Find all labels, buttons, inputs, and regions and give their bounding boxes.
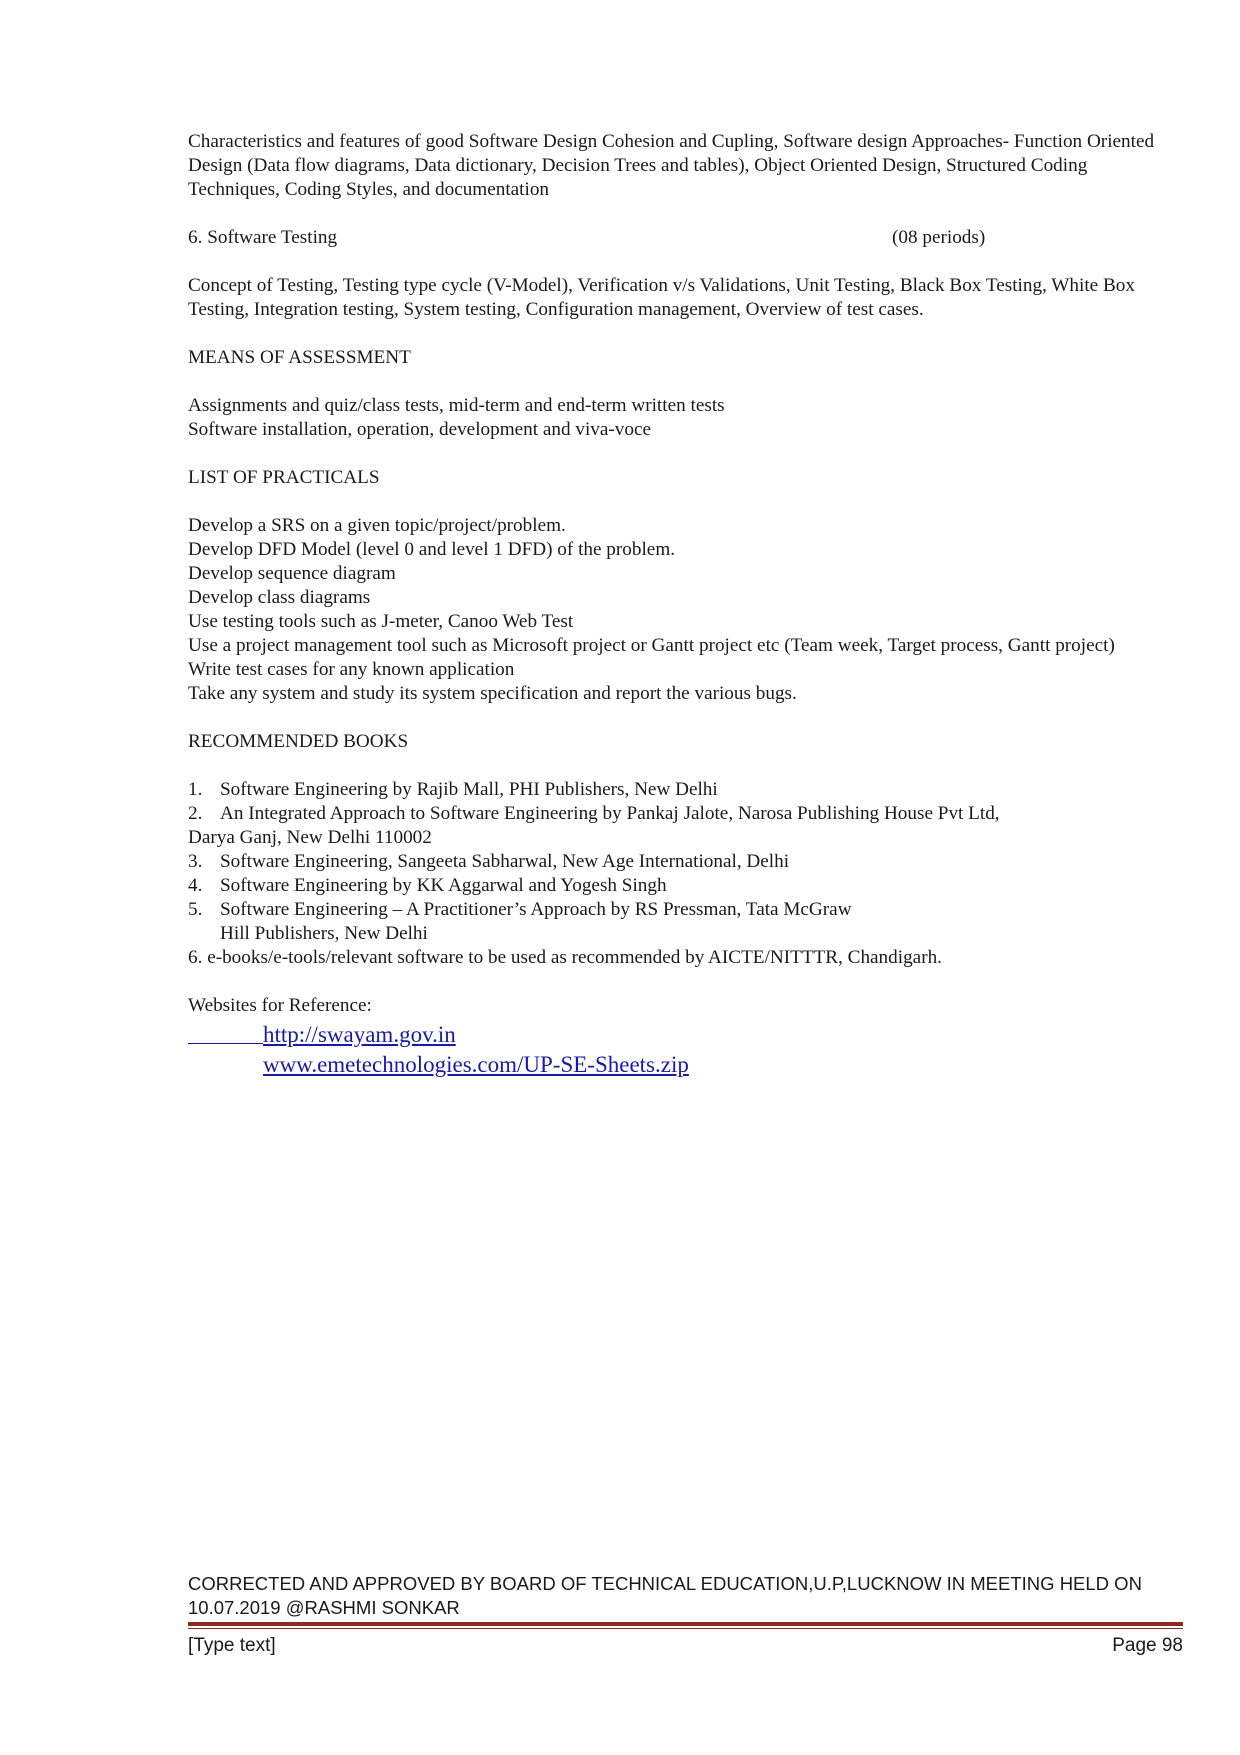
book-number: 4. (188, 875, 203, 896)
website-link-swayam[interactable]: http://swayam.gov.in (263, 1022, 456, 1047)
intro-paragraph: Characteristics and features of good Software Design Cohesion and Cupling, Software design Approaches- Function Oriented Design (Data flow diagrams, Data dictionary, Decision Trees and tables), Object Oriented Design, Structured Coding Techniques, Coding Styles, and documentation (188, 131, 1155, 200)
section-6-heading (188, 226, 1183, 250)
approval-note: CORRECTED AND APPROVED BY BOARD OF TECHNICAL EDUCATION,U.P,LUCKNOW IN MEETING HELD ON 10.07.2019 @RASHMI SONKAR (188, 1573, 1142, 1618)
footer-divider (188, 1622, 1183, 1626)
websites-heading: Websites for Reference: (188, 995, 372, 1016)
book-text: e-books/e-tools/relevant software to be used as recommended by AICTE/NITTTR, Chandigarh. (207, 947, 942, 968)
assessment-line: Software installation, operation, development and viva-voce (188, 419, 652, 440)
book-text-continued: Darya Ganj, New Delhi 110002 (188, 827, 432, 848)
book-number: 1. (188, 779, 203, 800)
website-link-emetechnologies[interactable]: www.emetechnologies.com/UP-SE-Sheets.zip (263, 1052, 689, 1077)
book-item (188, 778, 1183, 802)
practical-item: Write test cases for any known application (188, 659, 515, 680)
book-text: Software Engineering by Rajib Mall, PHI Publishers, New Delhi (220, 779, 718, 800)
practicals-heading: LIST OF PRACTICALS (188, 467, 380, 488)
assessment-line: Assignments and quiz/class tests, mid-term and end-term written tests (188, 395, 725, 416)
section-6-periods: (08 periods) (892, 227, 986, 248)
book-number: 3. (188, 851, 203, 872)
link-underline-lead (188, 1043, 263, 1044)
websites-list (188, 1020, 1183, 1080)
book-number: 6. (188, 947, 203, 968)
assessment-heading: MEANS OF ASSESSMENT (188, 347, 411, 368)
book-text: Software Engineering, Sangeeta Sabharwal, New Age International, Delhi (220, 851, 790, 872)
page-content (188, 130, 1183, 1080)
practical-item: Take any system and study its system specification and report the various bugs. (188, 683, 797, 704)
book-text: Software Engineering by KK Aggarwal and Yogesh Singh (220, 875, 667, 896)
section-6-title: 6. Software Testing (188, 227, 338, 248)
book-item (188, 802, 1183, 850)
footer-divider-thin (188, 1628, 1183, 1629)
practical-item: Develop sequence diagram (188, 563, 396, 584)
practical-item: Develop DFD Model (level 0 and level 1 DFD) of the problem. (188, 539, 676, 560)
book-item (188, 850, 1183, 874)
book-item (188, 874, 1183, 898)
practical-item: Develop a SRS on a given topic/project/problem. (188, 515, 566, 536)
practical-item: Use a project management tool such as Microsoft project or Gantt project etc (Team week, Target process, Gantt project) (188, 635, 1115, 656)
footer-placeholder-text: [Type text] (188, 1635, 276, 1656)
book-item (188, 946, 1183, 970)
books-heading: RECOMMENDED BOOKS (188, 731, 409, 752)
practical-item: Develop class diagrams (188, 587, 371, 608)
section-6-body: Concept of Testing, Testing type cycle (V-Model), Verification v/s Validations, Unit Testing, Black Box Testing, White Box Testing, Integration testing, System testing, Configuration management, Overview of test cases. (188, 275, 1135, 320)
practical-item: Use testing tools such as J-meter, Canoo Web Test (188, 611, 574, 632)
book-text-continued: Hill Publishers, New Delhi (220, 923, 428, 944)
book-text: An Integrated Approach to Software Engineering by Pankaj Jalote, Narosa Publishing House Pvt Ltd, (220, 803, 1000, 824)
page-number: Page 98 (1112, 1635, 1183, 1656)
book-number: 5. (188, 899, 203, 920)
book-item (188, 898, 1183, 946)
book-text: Software Engineering – A Practitioner’s Approach by RS Pressman, Tata McGraw (220, 899, 852, 920)
book-number: 2. (188, 803, 203, 824)
